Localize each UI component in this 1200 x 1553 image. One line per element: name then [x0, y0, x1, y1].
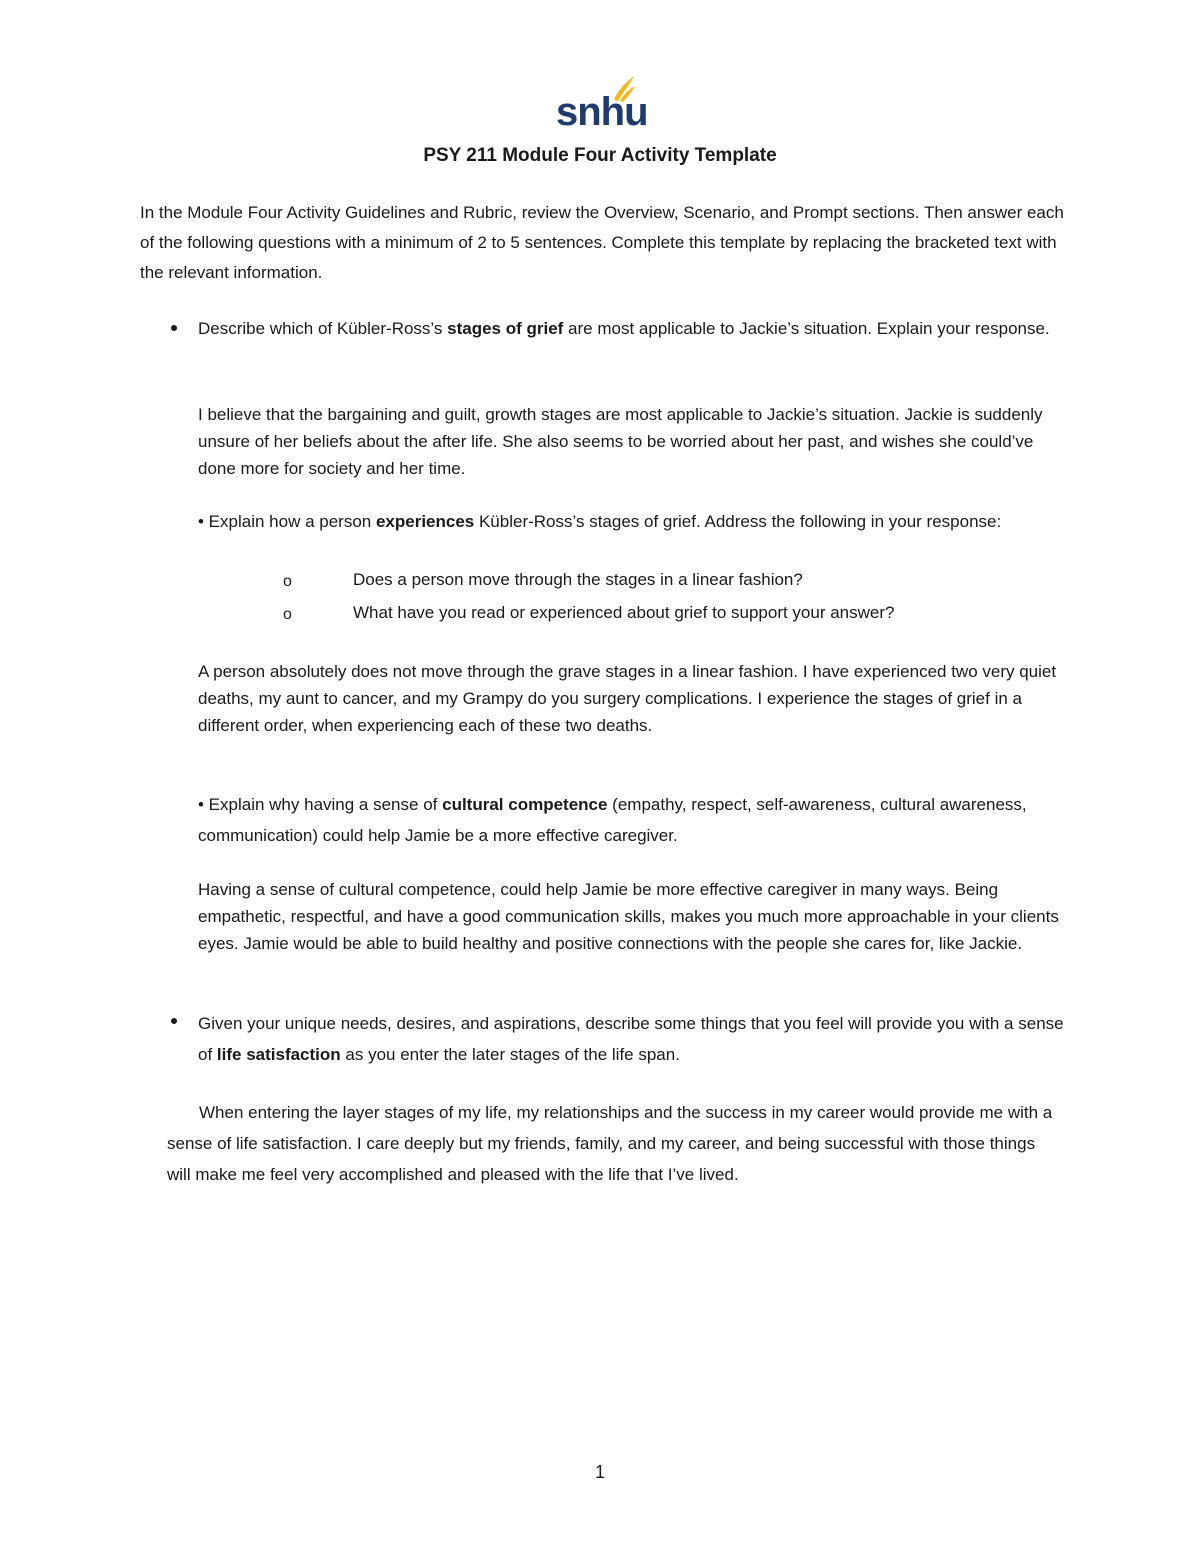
question-4-bold-term: life satisfaction — [216, 1045, 341, 1064]
snhu-logo — [556, 74, 648, 134]
question-1-bold-term: stages of grief — [447, 319, 564, 338]
question-3-text-end: (empathy, respect, self-awareness, cultural awareness, communication) could help Jamie be a more effective caregiver. — [198, 795, 1027, 845]
intro-paragraph: In the Module Four Activity Guidelines and Rubric, review the Overview, Scenario, and Prompt sections. Then answer each of the following questions with a minimum of 2 to 5 sentences. Complete this template by replacing the bracketed text with the relevant information. — [140, 203, 1064, 282]
question-2-text-start: Explain how a person — [203, 512, 376, 531]
question-3-bullet: • — [198, 795, 204, 814]
bullet-icon — [171, 1018, 177, 1024]
answer-2: A person absolutely does not move through the grave stages in a linear fashion. I have experienced two very quiet deaths, my aunt to cancer, and my Grampy do you surgery complications. I experience the stages of grief in a different order, when experiencing each of these two deaths. — [198, 662, 1057, 735]
answer-4: When entering the layer stages of my life, my relationships and the success in my career would provide me with a sense of life satisfaction. I care deeply but my friends, family, and my career, and being successful with those things will make me feel very accomplished and pleased with the life that I’ve lived. — [167, 1103, 1053, 1184]
sub-bullet-marker: o — [283, 573, 292, 590]
question-1-text-start: Describe which of Kübler-Ross’s — [198, 319, 448, 338]
page-number: 1 — [594, 1462, 605, 1482]
question-1-text-end: are most applicable to Jackie’s situation. Explain your response. — [563, 319, 1050, 338]
question-3-bold-term: cultural competence — [442, 795, 608, 814]
bullet-icon — [171, 325, 177, 331]
question-2 — [198, 506, 1058, 537]
question-2-bullet: • — [198, 512, 204, 531]
question-2-bold-term: experiences — [375, 512, 475, 531]
answer-1: I believe that the bargaining and guilt, growth stages are most applicable to Jackie’s situation. Jackie is suddenly unsure of her beliefs about the after life. She also seems to be worried about her past, and wishes she could’ve done more for society and her time. — [198, 405, 1043, 478]
sub-question-2: What have you read or experienced about grief to support your answer? — [353, 603, 895, 622]
logo-wordmark: snhu — [556, 90, 648, 134]
question-3-text-start: Explain why having a sense of — [203, 795, 443, 814]
document-title: PSY 211 Module Four Activity Template — [423, 145, 777, 166]
question-3 — [198, 789, 1068, 851]
sub-question-1: Does a person move through the stages in a linear fashion? — [353, 570, 803, 589]
answer-3: Having a sense of cultural competence, could help Jamie be more effective caregiver in many ways. Being empathetic, respectful, and have a good communication skills, makes you much more approachable in your clients eyes. Jamie would be able to build healthy and positive connections with the people she cares for, like Jackie. — [198, 880, 1059, 953]
question-2-text-end: Kübler-Ross’s stages of grief. Address the following in your response: — [474, 512, 1002, 531]
question-4-text-start: Given your unique needs, desires, and aspirations, describe some things that you feel will provide you with a sense of — [198, 1014, 1064, 1064]
question-1 — [198, 314, 1058, 344]
sub-bullet-marker: o — [283, 606, 292, 623]
question-4-text-end: as you enter the later stages of the life span. — [340, 1045, 680, 1064]
question-4 — [198, 1008, 1068, 1070]
